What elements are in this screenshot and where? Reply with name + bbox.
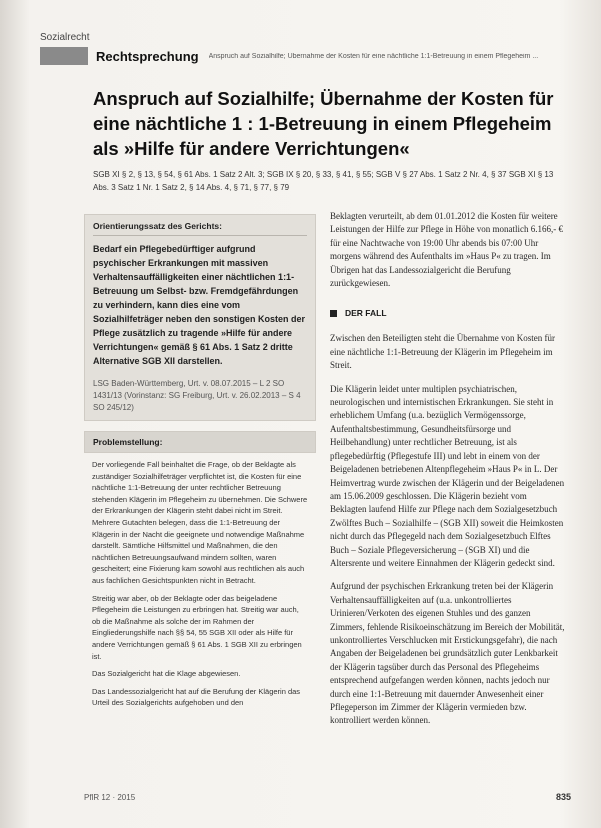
orientation-text: Bedarf ein Pflegebedürftiger aufgrund psychischer Erkrankungen mit massiven Verhaltensauffälligkeiten einer nächtlichen 1:1-Betreuung um Selbst- bzw. Fremdgefährdungen zu verhindern, kann dies eine vom Sozialhilfeträger neben den sonstigen Kosten der Pflege zusätzlich zu tragende »Hilfe für andere Verrichtungen« gemäß § 61 Abs. 1 Satz 2 dritte Alternative SGB XII darstellen. [93, 244, 306, 366]
court-source: LSG Baden-Württemberg, Urt. v. 08.07.2015 – L 2 SO 1431/13 (Vorinstanz: SG Freiburg, Urt. v. 26.02.2013 – S 4 SO 245/12) [93, 379, 301, 412]
case-heading [330, 308, 565, 318]
problem-heading: Problemstellung: [84, 431, 316, 453]
rubric-block [40, 47, 88, 65]
problem-paragraph: Das Landessozialgericht hat auf die Berufung der Klägerin das Urteil des Sozialgerichts aufgehoben und den [92, 686, 301, 708]
case-paragraph: Zwischen den Beteiligten steht die Übernahme von Kosten für eine nächtliche 1:1-Betreuung der Klägerin im Pflegeheim im Streit. [330, 333, 555, 371]
problem-paragraph: Das Sozialgericht hat die Klage abgewiesen. [92, 669, 241, 679]
case-heading-label: DER FALL [345, 308, 387, 319]
page-number: 835 [555, 792, 571, 802]
case-paragraph: Die Klägerin leidet unter multiplen psychiatrischen, neurologischen und internistischen Erkrankungen. Sie steht in erheblichem Umfang (u.a. bezüglich Vermögenssorge, Aufenthaltsbestimmung, Gesundheitsfürsorge und Heilbehandlung) unter rechtlicher Betreuung, ist als pflegebedürftig (Pflegestufe III) und lebt in einem von der Beigeladenen betriebenen Altenpflegeheim »Haus P« in L. Der Heimvertrag wurde zwischen der Klägerin und der Beigeladenen am 15.06.2009 geschlossen. Die Klägerin bezieht vom Beklagten laufend Hilfe zur Pflege nach dem Sozialgesetzbuch Zwölftes Buch – Sozialhilfe – (SGB XII) soweit die Heimkosten nicht durch das Pflegegeld nach dem Sozialgesetzbuch Elftes Buch – Soziale Pflegeversicherung – (SGB XI) und die Altersrente und weitere Einnahmen der Klägerin gedeckt sind. [330, 383, 565, 568]
intro-paragraph: Beklagten verurteilt, ab dem 01.01.2012 die Kosten für weitere Leistungen der Hilfe zur Pflege in Höhe von monatlich 6.166,- € für eine Nachtwache von 19:00 Uhr abends bis 07:00 Uhr morgens während des Aufenthalts im »Haus P« zu tragen. Im Übrigen hat das Landessozialgericht die Berufung zurückgewiesen. [330, 211, 563, 289]
journal-issue: PflR 12 · 2015 [84, 793, 136, 802]
left-column [84, 214, 316, 709]
square-bullet-icon [330, 310, 337, 317]
orientation-box [84, 214, 316, 421]
norm-references: SGB XI § 2, § 13, § 54, § 61 Abs. 1 Satz 2 Alt. 3; SGB IX § 20, § 33, § 41, § 55; SGB V § 27 Abs. 1 Satz 2 Nr. 4, § 37 SGB XI § 13 Abs. 3 Satz 1 Nr. 1 Satz 2, § 14 Abs. 4, § 71, § 77, § 79 [93, 170, 554, 192]
case-paragraph: Aufgrund der psychischen Erkrankung treten bei der Klägerin Verhaltensauffälligkeiten auf (u.a. unkontrolliertes Urinieren/Verkoten des eigenen Stuhles und des ganzen Zimmers, fehlende Risikoeinschätzung im Bereich der Mobilität, unkontrolliertes Verschlucken mit Erstickungsgefahr), die nach Angaben der Beigeladenen bei grundsätzlich guter Lenkbarkeit der Klägerin tagsüber durch das Personal des Pflegeheims entsprechend aufgefangen werden können, nachts jedoch nur durch eine 1:1-Betreuung mit dauernder Anwesenheit einer Pflegeperson im Zimmer der Klägerin vermieden bzw. kontrolliert werden können. [330, 581, 565, 726]
problem-paragraph: Streitig war aber, ob der Beklagte oder das beigeladene Pflegeheim die Leistungen zu erbringen hat. Streitig war auch, ob die Maßnahme als solche der im Rahmen der Eingliederungshilfe nach §§ 54, 55 SGB XII oder als Hilfe für andere Verrichtungen gemäß § 61 Abs. 1 SGB XII zu erbringen ist. [92, 593, 302, 661]
problem-paragraph: Der vorliegende Fall beinhaltet die Frage, ob der Beklagte als zuständiger Sozialhilfeträger verpflichtet ist, die Kosten für eine nächtliche 1:1-Betreuung der unter rechtlicher Betreuung stehenden Klägerin im Pflegeheim zu übernehmen. Die Schwere der Erkrankungen der Klägerin steht dabei nicht im Streit. Mehrere Gutachten belegen, dass die 1:1-Betreuung der Klägerin in der Nacht die geeignete und notwendige Maßnahme darstellt. Sämtliche Hilfsmittel und Maßnahmen, die den nächtlichen Betreuungsaufwand mindern sollten, waren gescheitert; eine Fixierung kam sowohl aus rechtlichen als auch aus fachlichen Gesichtspunkten nicht in Betracht. [92, 460, 308, 585]
running-title: Anspruch auf Sozialhilfe; Übernahme der Kosten für eine nächtliche 1:1-Betreuung in einem Pflegeheim ... [208, 52, 539, 60]
section-label: Sozialrecht [40, 32, 90, 43]
right-column [330, 210, 565, 738]
article-title: Anspruch auf Sozialhilfe; Übernahme der Kosten für eine nächtliche 1 : 1-Betreuung in einem Pflegeheim als »Hilfe für andere Verrichtungen« [93, 88, 554, 159]
rubric-title: Rechtsprechung [96, 48, 199, 64]
rubric-header [40, 46, 571, 66]
orientation-heading: Orientierungssatz des Gerichts: [93, 221, 307, 236]
